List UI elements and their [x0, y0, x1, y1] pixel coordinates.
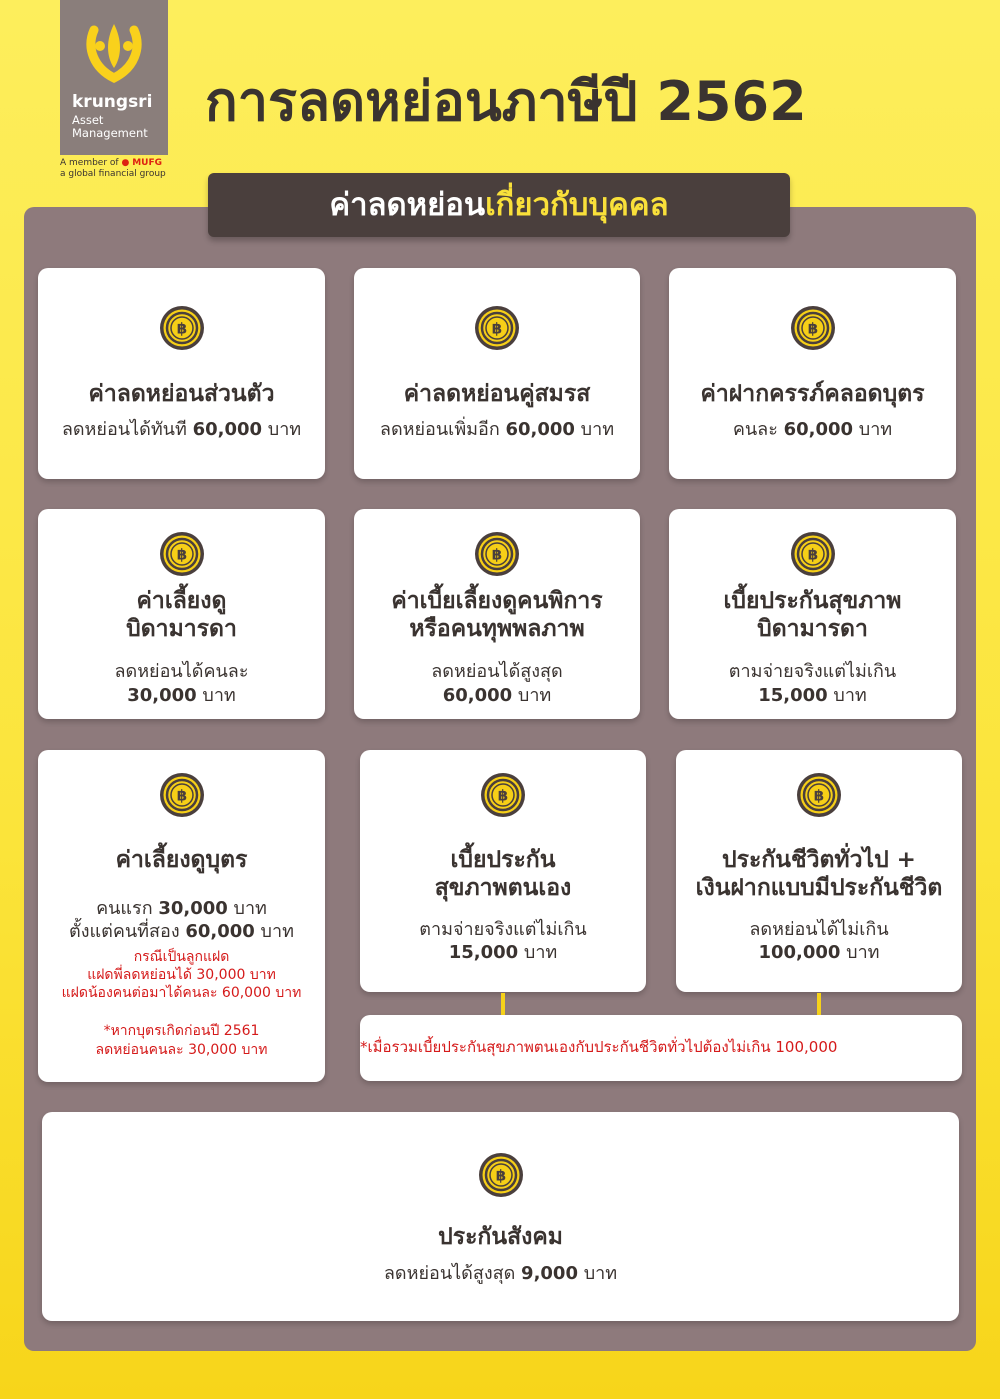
baht-coin-icon: [480, 772, 526, 818]
unit: บาท: [196, 685, 236, 706]
section-banner: [208, 173, 790, 237]
card-title: ประกันสังคม: [438, 1224, 563, 1250]
card-desc: ลดหย่อนได้สูงสุด: [431, 661, 563, 682]
banner-prefix: ค่าลดหย่อน: [329, 187, 486, 223]
amount: 100,000: [758, 942, 841, 963]
card-title-line2: เงินฝากแบบมีประกันชีวิต: [695, 875, 943, 901]
baht-coin-icon: [478, 1152, 524, 1198]
member-prefix: A member of: [60, 158, 119, 168]
unit: บาท: [840, 942, 880, 963]
amount: 15,000: [758, 685, 828, 706]
card-desc: ลดหย่อนได้ไม่เกิน: [749, 919, 889, 940]
card-children-support: [38, 750, 325, 1082]
banner-highlight: เกี่ยวกับบุคคล: [485, 187, 669, 223]
card-self-health-insurance: [360, 750, 646, 992]
card-spouse-deduction: [354, 268, 640, 479]
unit: บาท: [853, 419, 893, 440]
member-tagline: a global financial group: [60, 169, 166, 179]
card-title: ค่าลดหย่อนส่วนตัว: [88, 381, 275, 407]
baht-coin-icon: [159, 305, 205, 351]
card-disabled-support: [354, 509, 640, 719]
amount: 60,000: [442, 685, 513, 706]
card-social-security: [42, 1112, 959, 1321]
born-note-2: ลดหย่อนคนละ 30,000 บาท: [95, 1042, 268, 1058]
unit: บาท: [518, 942, 558, 963]
card-desc: [669, 418, 956, 442]
mufg-member-text: [60, 158, 190, 180]
card-title-line2: หรือคนทุพพลภาพ: [409, 616, 585, 642]
unit: บาท: [254, 921, 294, 942]
card-title: ค่าลดหย่อนคู่สมรส: [403, 381, 591, 407]
unit: บาท: [577, 1263, 618, 1284]
desc-prefix: ลดหย่อนได้สูงสุด: [383, 1263, 522, 1284]
card-title-line2: บิดามารดา: [757, 616, 868, 642]
connector-line: [501, 993, 505, 1015]
combined-limit-note: [360, 1015, 962, 1081]
desc-prefix: ลดหย่อนเพิ่มอีก: [379, 419, 506, 440]
desc-prefix: คนละ: [732, 419, 784, 440]
line1-prefix: คนแรก: [96, 898, 159, 919]
amount: 15,000: [448, 942, 519, 963]
desc-prefix: ลดหย่อนได้ทันที: [61, 419, 193, 440]
card-parents-support: [38, 509, 325, 719]
born-note-1: *หากบุตรเกิดก่อนปี 2561: [103, 1023, 260, 1039]
amount: 9,000: [521, 1263, 578, 1284]
brand-name: krungsri: [72, 92, 153, 112]
amount: 60,000: [783, 419, 854, 440]
baht-coin-icon: [474, 305, 520, 351]
card-personal-deduction: [38, 268, 325, 479]
card-parents-health-insurance: [669, 509, 956, 719]
brand-sub2: Management: [72, 126, 148, 140]
card-desc: [354, 418, 640, 442]
card-title-line1: ค่าเลี้ยงดู: [136, 588, 227, 614]
card-desc: ลดหย่อนได้คนละ: [114, 661, 249, 682]
baht-coin-icon: [790, 531, 836, 577]
baht-coin-icon: [474, 531, 520, 577]
card-amount-line: [669, 684, 956, 708]
amount: 60,000: [185, 921, 255, 942]
card-title-line1: เบี้ยประกันสุขภาพ: [723, 588, 902, 614]
member-brand: MUFG: [132, 158, 162, 168]
card-title: ค่าฝากครรภ์คลอดบุตร: [700, 381, 925, 407]
card-life-insurance: [676, 750, 962, 992]
unit: บาท: [262, 419, 302, 440]
card-amount-line: [354, 684, 640, 708]
card-title: ค่าเลี้ยงดูบุตร: [115, 847, 248, 873]
card-line1: [38, 897, 325, 921]
krungsri-logo: [60, 0, 168, 155]
card-title-line2: สุขภาพตนเอง: [434, 875, 572, 901]
page-title: การลดหย่อนภาษีปี 2562: [205, 70, 807, 133]
unit: บาท: [512, 685, 552, 706]
krungsri-emblem-icon: [80, 20, 148, 86]
card-title-line1: ประกันชีวิตทั่วไป +: [722, 847, 916, 873]
card-amount-line: [360, 941, 646, 965]
unit: บาท: [227, 898, 267, 919]
baht-coin-icon: [159, 772, 205, 818]
card-title-line1: ค่าเบี้ยเลี้ยงดูคนพิการ: [391, 588, 603, 614]
amount: 30,000: [158, 898, 228, 919]
twin-note-2: แฝดพี่ลดหย่อนได้ 30,000 บาท: [87, 967, 276, 983]
baht-coin-icon: [796, 772, 842, 818]
card-desc: ตามจ่ายจริงแต่ไม่เกิน: [419, 919, 587, 940]
unit: บาท: [827, 685, 867, 706]
card-title-line1: เบี้ยประกัน: [450, 847, 556, 873]
card-amount-line: [676, 941, 962, 965]
combined-note-text: *เมื่อรวมเบี้ยประกันสุขภาพตนเองกับประกันชีวิตทั่วไปต้องไม่เกิน 100,000: [360, 1038, 838, 1056]
card-maternity-deduction: [669, 268, 956, 479]
card-desc: [38, 418, 325, 442]
baht-coin-icon: [159, 531, 205, 577]
amount: 30,000: [127, 685, 197, 706]
twin-note-3: แฝดน้องคนต่อมาได้คนละ 60,000 บาท: [61, 985, 302, 1001]
amount: 60,000: [505, 419, 575, 440]
card-desc: ตามจ่ายจริงแต่ไม่เกิน: [728, 661, 897, 682]
card-desc: [42, 1262, 959, 1286]
line2-prefix: ตั้งแต่คนที่สอง: [69, 921, 186, 942]
brand-subtitle: [72, 114, 148, 140]
twin-note-1: กรณีเป็นลูกแฝด: [133, 949, 230, 965]
connector-line: [817, 993, 821, 1015]
amount: 60,000: [192, 419, 263, 440]
baht-coin-icon: [790, 305, 836, 351]
card-amount-line: [38, 684, 325, 708]
card-line2: [38, 920, 325, 944]
brand-sub1: Asset: [72, 113, 104, 127]
unit: บาท: [574, 419, 615, 440]
card-title-line2: บิดามารดา: [126, 616, 237, 642]
mufg-icon: ●: [121, 158, 130, 168]
